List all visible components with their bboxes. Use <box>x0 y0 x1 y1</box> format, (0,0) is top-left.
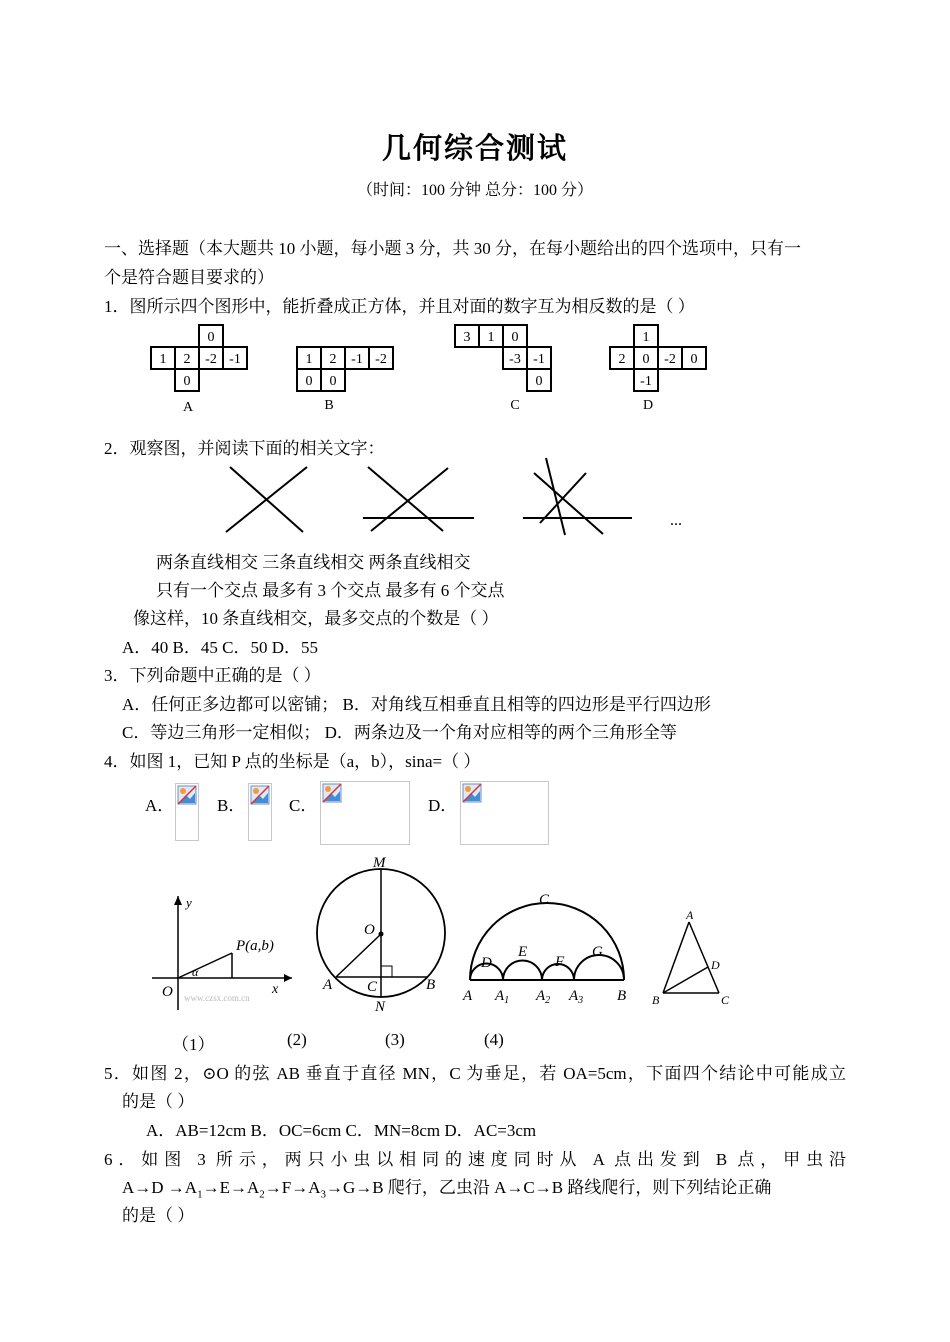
q4-option-c: C． <box>289 796 318 815</box>
fig3-d-label: D <box>481 955 492 971</box>
figure-caption-4: (4) <box>484 1030 504 1049</box>
fig3-g-label: G <box>592 944 603 960</box>
q4-option-a-image <box>175 783 199 841</box>
fig3-e-label: E <box>518 944 528 960</box>
net-label-c: C <box>510 398 520 413</box>
fig1-point-label: P(a,b) <box>236 938 274 954</box>
fig3-f-label: F <box>555 954 565 970</box>
fig1-x-label: x <box>272 982 279 997</box>
q3-options-line2: C．等边三角形一定相似； D．两条边及一个角对应相等的两个三角形全等 <box>122 723 677 742</box>
netB-cell: 2 <box>329 352 337 367</box>
netC-cell: 3 <box>463 330 471 345</box>
netA-cell: 1 <box>159 352 167 367</box>
q4-option-a: A． <box>145 796 175 815</box>
q2-line-figures <box>0 455 950 540</box>
figure-caption-2: (2) <box>287 1030 307 1049</box>
fig1-y-label: y <box>186 895 192 910</box>
fig3-a2-label: $A_2$ <box>536 988 551 1006</box>
broken-image-icon <box>177 785 197 805</box>
q3-options-line1: A．任何正多边都可以密铺； B．对角线互相垂直且相等的四边形是平行四边形 <box>122 695 711 714</box>
netD-cell: 0 <box>690 352 698 367</box>
q5-options: A．AB=12cm B．OC=6cm C．MN=8cm D．AC=3cm <box>146 1121 537 1140</box>
netC-cell: 0 <box>535 374 543 389</box>
figure-caption-3: (3) <box>385 1030 405 1049</box>
fig1-origin-label: O <box>162 984 173 1000</box>
netB-cell: 0 <box>305 374 313 389</box>
q2-caption-line2: 只有一个交点 最多有 3 个交点 最多有 6 个交点 <box>156 581 505 600</box>
netA-cell: -2 <box>205 352 217 367</box>
q1-text: 1．图所示四个图形中，能折叠成正方体，并且对面的数字互为相反数的是（ ） <box>104 297 695 316</box>
q4-option-b: B． <box>217 796 246 815</box>
broken-image-icon <box>322 783 342 803</box>
net-label-b: B <box>324 398 334 413</box>
netA-bottom: 0 <box>183 374 191 389</box>
fig1-alpha-label: α <box>192 965 199 979</box>
figure-caption-1: （1） <box>172 1035 215 1054</box>
netD-cell: 2 <box>618 352 626 367</box>
fig1-watermark: www.czsx.com.cn <box>184 993 250 1003</box>
netB-cell: -1 <box>351 352 363 367</box>
section-heading-line1: 一、选择题（本大题共 10 小题，每小题 3 分，共 30 分，在每小题给出的四个选项中，只有一 <box>104 239 801 258</box>
geometry-figures <box>0 850 950 1030</box>
q5-text-line1: 5．如图 2，⊙O 的弦 AB 垂直于直径 MN，C 为垂足，若 OA=5cm，下面四个结论中可能成立 <box>104 1064 846 1083</box>
fig4-d-label: D <box>711 958 720 972</box>
fig2-m-label: M <box>373 855 386 871</box>
q6-text-line2: $A\to D \to A_1\to E\to A_2\to F\to A_3\to G\to B$ 爬行，乙虫沿 A→C→B 路线爬行，则下列结论正确 <box>122 1178 772 1201</box>
netA-top: 0 <box>207 330 215 345</box>
fig2-o-label: O <box>364 922 375 938</box>
broken-image-icon <box>462 783 482 803</box>
q5-text-line2: 的是（ ） <box>122 1092 195 1111</box>
q2-options: A．40 B．45 C．50 D．55 <box>122 638 318 657</box>
netB-cell: -2 <box>375 352 387 367</box>
netB-cell: 1 <box>305 352 313 367</box>
section-heading-line2: 个是符合题目要求的） <box>104 268 274 287</box>
fig2-b-label: B <box>426 977 436 993</box>
netC-cell: 0 <box>511 330 519 345</box>
figure-2-circle <box>317 855 445 1015</box>
page-title: 几何综合测试 <box>381 133 568 165</box>
q2-caption-line1: 两条直线相交 三条直线相交 两条直线相交 <box>156 553 471 572</box>
page-subtitle: （时间：100 分钟 总分：100 分） <box>356 182 593 199</box>
net-label-a: A <box>182 400 194 415</box>
fig3-b-label: B <box>617 988 627 1004</box>
netD-cell: -2 <box>664 352 676 367</box>
fig2-a-label: A <box>323 977 333 993</box>
netC-cell: 1 <box>487 330 495 345</box>
fig3-c-label: C <box>539 892 550 908</box>
q6-text-line3: 的是（ ） <box>122 1206 195 1225</box>
net-label-d: D <box>642 398 654 413</box>
netB-cell: 0 <box>329 374 337 389</box>
netC-cell: -3 <box>509 352 521 367</box>
fig2-n-label: N <box>375 999 386 1015</box>
q2-question: 像这样，10 条直线相交，最多交点的个数是（ ） <box>133 609 499 628</box>
q4-option-b-image <box>248 783 272 841</box>
fig3-a1-label: $A_1$ <box>495 988 510 1006</box>
fig2-c-label: C <box>367 979 378 995</box>
netA-cell: -1 <box>229 352 241 367</box>
netD-cell: 0 <box>642 352 650 367</box>
q4-option-d-image <box>460 781 549 845</box>
fig4-a-label: A <box>686 908 694 922</box>
q4-option-d: D． <box>428 796 458 815</box>
q4-option-c-image <box>320 781 410 845</box>
q6-text-line1: 6．如图 3 所示，两只小虫以相同的速度同时从 A 点出发到 B 点，甲虫沿 <box>104 1150 846 1169</box>
figure-1-coordinate <box>152 895 292 1010</box>
q1-cube-nets <box>0 320 950 420</box>
fig4-b-label: B <box>652 993 660 1007</box>
fig4-c-label: C <box>721 993 730 1007</box>
netC-cell: -1 <box>533 352 545 367</box>
broken-image-icon <box>250 785 270 805</box>
q4-text: 4．如图 1，已知 P 点的坐标是（a，b），sina=（ ） <box>104 752 481 771</box>
fig3-a-label: A <box>463 988 473 1004</box>
q2-text: 2．观察图，并阅读下面的相关文字： <box>104 439 385 458</box>
netD-top: 1 <box>642 330 650 345</box>
netD-bottom: -1 <box>640 374 652 389</box>
fig3-a3-label: $A_3$ <box>569 988 584 1006</box>
netA-cell: 2 <box>183 352 191 367</box>
figure-3-semicircles <box>470 903 624 980</box>
q2-ellipsis: ... <box>670 512 682 529</box>
q3-text: 3．下列命题中正确的是（ ） <box>104 666 321 685</box>
